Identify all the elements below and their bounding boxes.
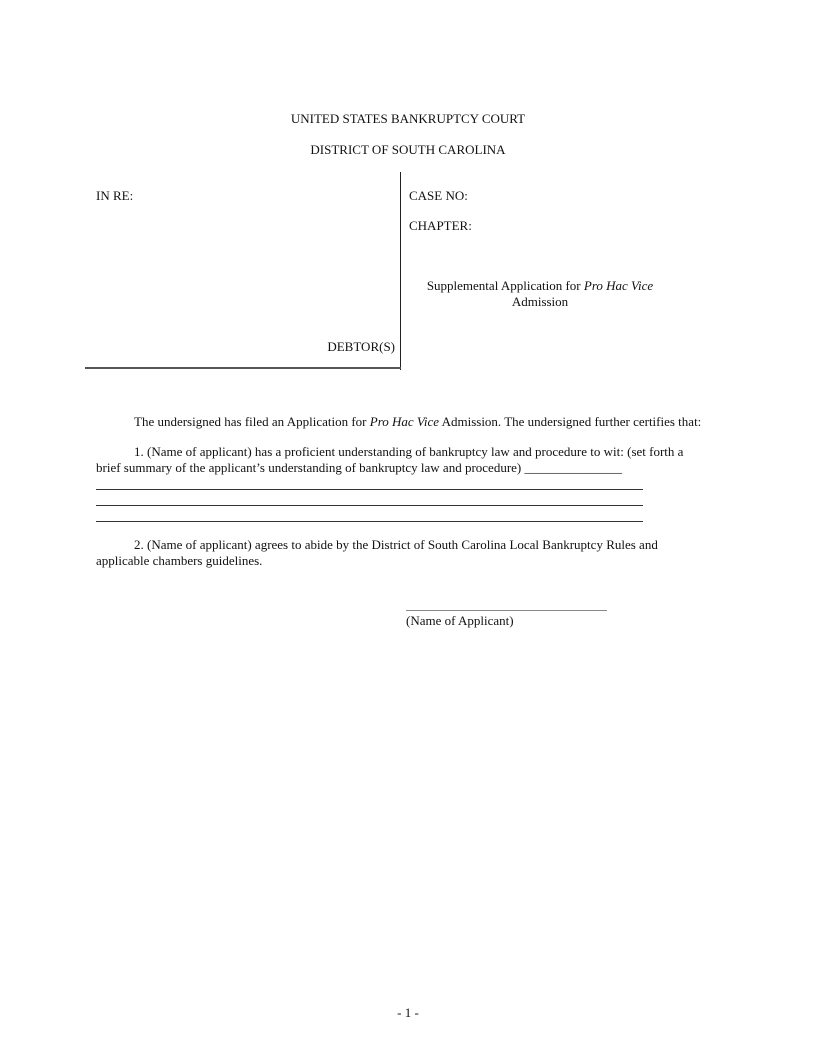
summary-blank-line[interactable] bbox=[96, 505, 643, 506]
item1-blank[interactable]: _______________ bbox=[524, 460, 622, 475]
debtors-label: DEBTOR(S) bbox=[327, 339, 395, 354]
document-title-line2: Admission bbox=[511, 294, 569, 309]
caption-horizontal-divider bbox=[85, 367, 401, 369]
item1-line2-text: brief summary of the applicant’s understanding of bankruptcy law and procedure) bbox=[96, 460, 525, 475]
summary-blank-line[interactable] bbox=[96, 521, 643, 522]
signature-label: (Name of Applicant) bbox=[406, 613, 514, 628]
intro-suffix: Admission. The undersigned further certifies that: bbox=[439, 414, 702, 429]
item2-line2: applicable chambers guidelines. bbox=[96, 553, 263, 568]
document-title-italic: Pro Hac Vice bbox=[583, 278, 654, 293]
intro-italic: Pro Hac Vice bbox=[369, 414, 440, 429]
signature-line[interactable] bbox=[406, 610, 607, 611]
intro-paragraph bbox=[134, 414, 701, 430]
in-re-label: IN RE: bbox=[96, 188, 134, 203]
item2-line1: 2. (Name of applicant) agrees to abide by the District of South Carolina Local Bankruptcy Rules and bbox=[134, 537, 658, 552]
intro-text: The undersigned has filed an Application for bbox=[134, 414, 370, 429]
document-title bbox=[410, 278, 670, 310]
item1-line2 bbox=[96, 460, 622, 476]
court-title: UNITED STATES BANKRUPTCY COURT bbox=[290, 111, 526, 126]
summary-blank-line[interactable] bbox=[96, 489, 643, 490]
case-no-label: CASE NO: bbox=[409, 188, 468, 203]
caption-vertical-divider bbox=[400, 172, 401, 370]
district-title: DISTRICT OF SOUTH CAROLINA bbox=[310, 142, 506, 157]
page-number: - 1 - bbox=[397, 1005, 419, 1020]
chapter-label: CHAPTER: bbox=[409, 218, 472, 233]
item1-line1: 1. (Name of applicant) has a proficient understanding of bankruptcy law and procedure to wit: (set forth a bbox=[134, 444, 684, 459]
document-title-text: Supplemental Application for bbox=[426, 278, 584, 293]
